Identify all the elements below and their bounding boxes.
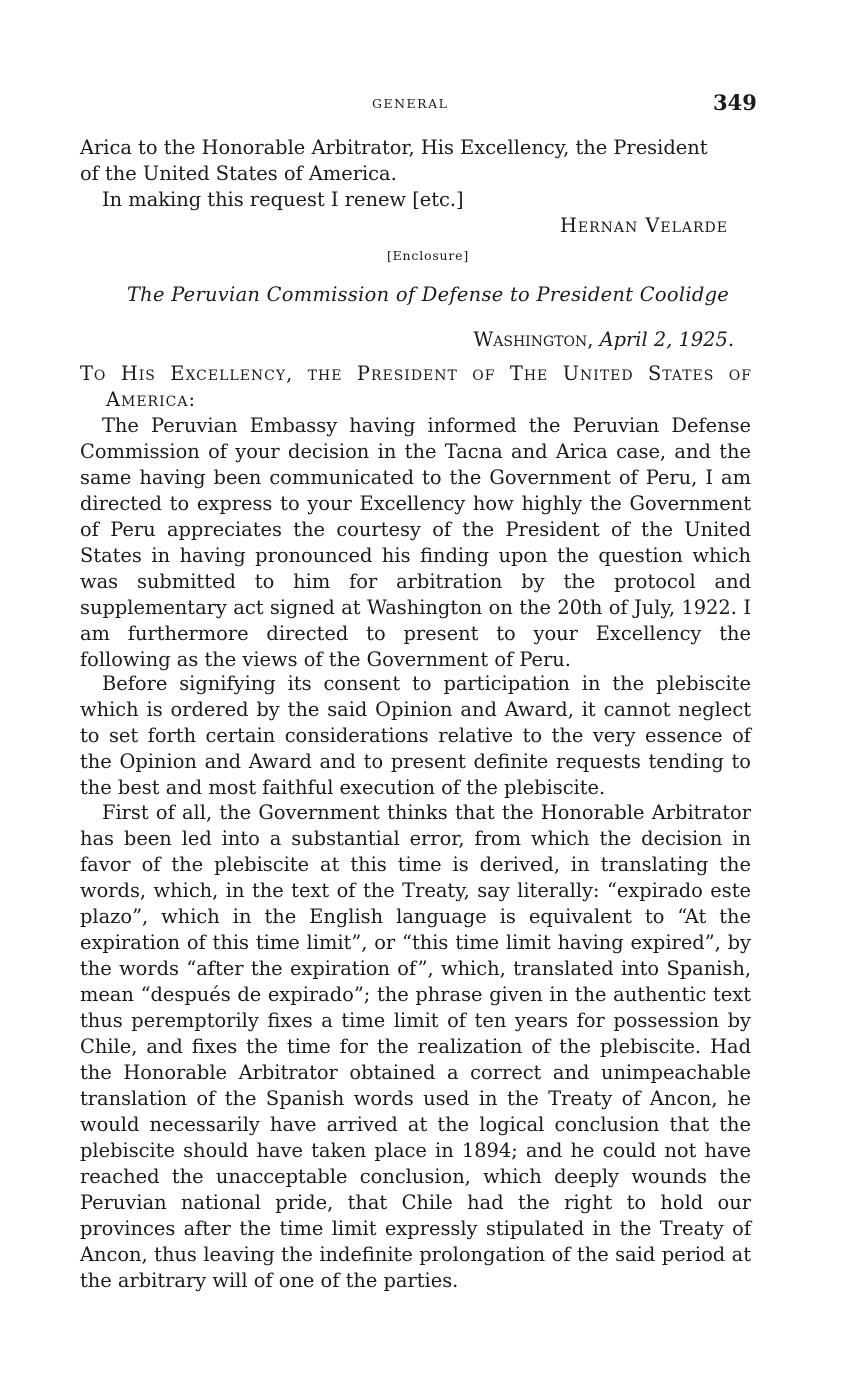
signature: Hernan Velarde	[559, 214, 728, 237]
paragraph-3: First of all, the Government thinks that the Honorable Arbitrator has been led into a substantial error, from which the decision in favor of the plebiscite at this time is derived, in translating the words, which, in the text of the Treaty, say literally: “expirado este plazo”, which in the English language is equivalent to “At the expiration of this time limit”, or “this time limit having expired”, by the words “after the expiration of”, which, translated into Spanish, mean “después de expirado”; the phrase given in the authentic text thus peremptorily fixes a time limit of ten years for possession by Chile, and fixes the time for the realization of the plebiscite. Had the Honorable Arbitrator obtained a correct and unimpeachable translation of the Spanish words used in the Treaty of Ancon, he would necessarily have arrived at the logical conclusion that the plebiscite should have taken place in 1894; and he could not have reached the unacceptable conclusion, which deeply wounds the Peruvian national pride, that Chile had the right to hold our provinces after the time limit expressly stipulated in the Treaty of Ancon, thus leaving the indefinite prolongation of the said period at the arbitrary will of one of the parties.	[80, 801, 751, 1292]
dateline-place: Washington,	[473, 328, 594, 351]
salutation	[80, 361, 752, 413]
opening-line-1: Arica to the Honorable Arbitrator, His Excellency, the President	[80, 136, 708, 159]
dateline-date: April 2, 1925.	[599, 328, 734, 351]
enclosure-label: [Enclosure]	[386, 248, 470, 263]
paragraph-2: Before signifying its consent to participation in the plebiscite which is ordered by the said Opinion and Award, it cannot neglect to set forth certain considerations relative to the very essence of the Opinion and Award and to present definite requests tending to the best and most faithful execution of the plebiscite.	[80, 672, 751, 799]
running-head	[0, 90, 856, 118]
running-title: GENERAL	[372, 96, 449, 111]
salutation-line-2: America:	[106, 388, 196, 411]
document-title: The Peruvian Commission of Defense to President Coolidge	[126, 283, 730, 306]
opening-line-3: In making this request I renew [etc.]	[102, 188, 464, 211]
salutation-line-1: To His Excellency, the President of The United States of	[80, 362, 752, 385]
paragraph-1: The Peruvian Embassy having informed the Peruvian Defense Commission of your decision in the Tacna and Arica case, and the same having been communicated to the Government of Peru, I am directed to express to your Excellency how highly the Government of Peru appreciates the courtesy of the President of the United States in having pronounced his finding upon the question which was submitted to him for arbitration by the protocol and supplementary act signed at Washington on the 20th of July, 1922. I am furthermore directed to present to your Excellency the following as the views of the Government of Peru.	[80, 414, 751, 671]
dateline	[473, 328, 734, 351]
opening-line-2: of the United States of America.	[80, 162, 397, 185]
page-number: 349	[713, 90, 757, 115]
